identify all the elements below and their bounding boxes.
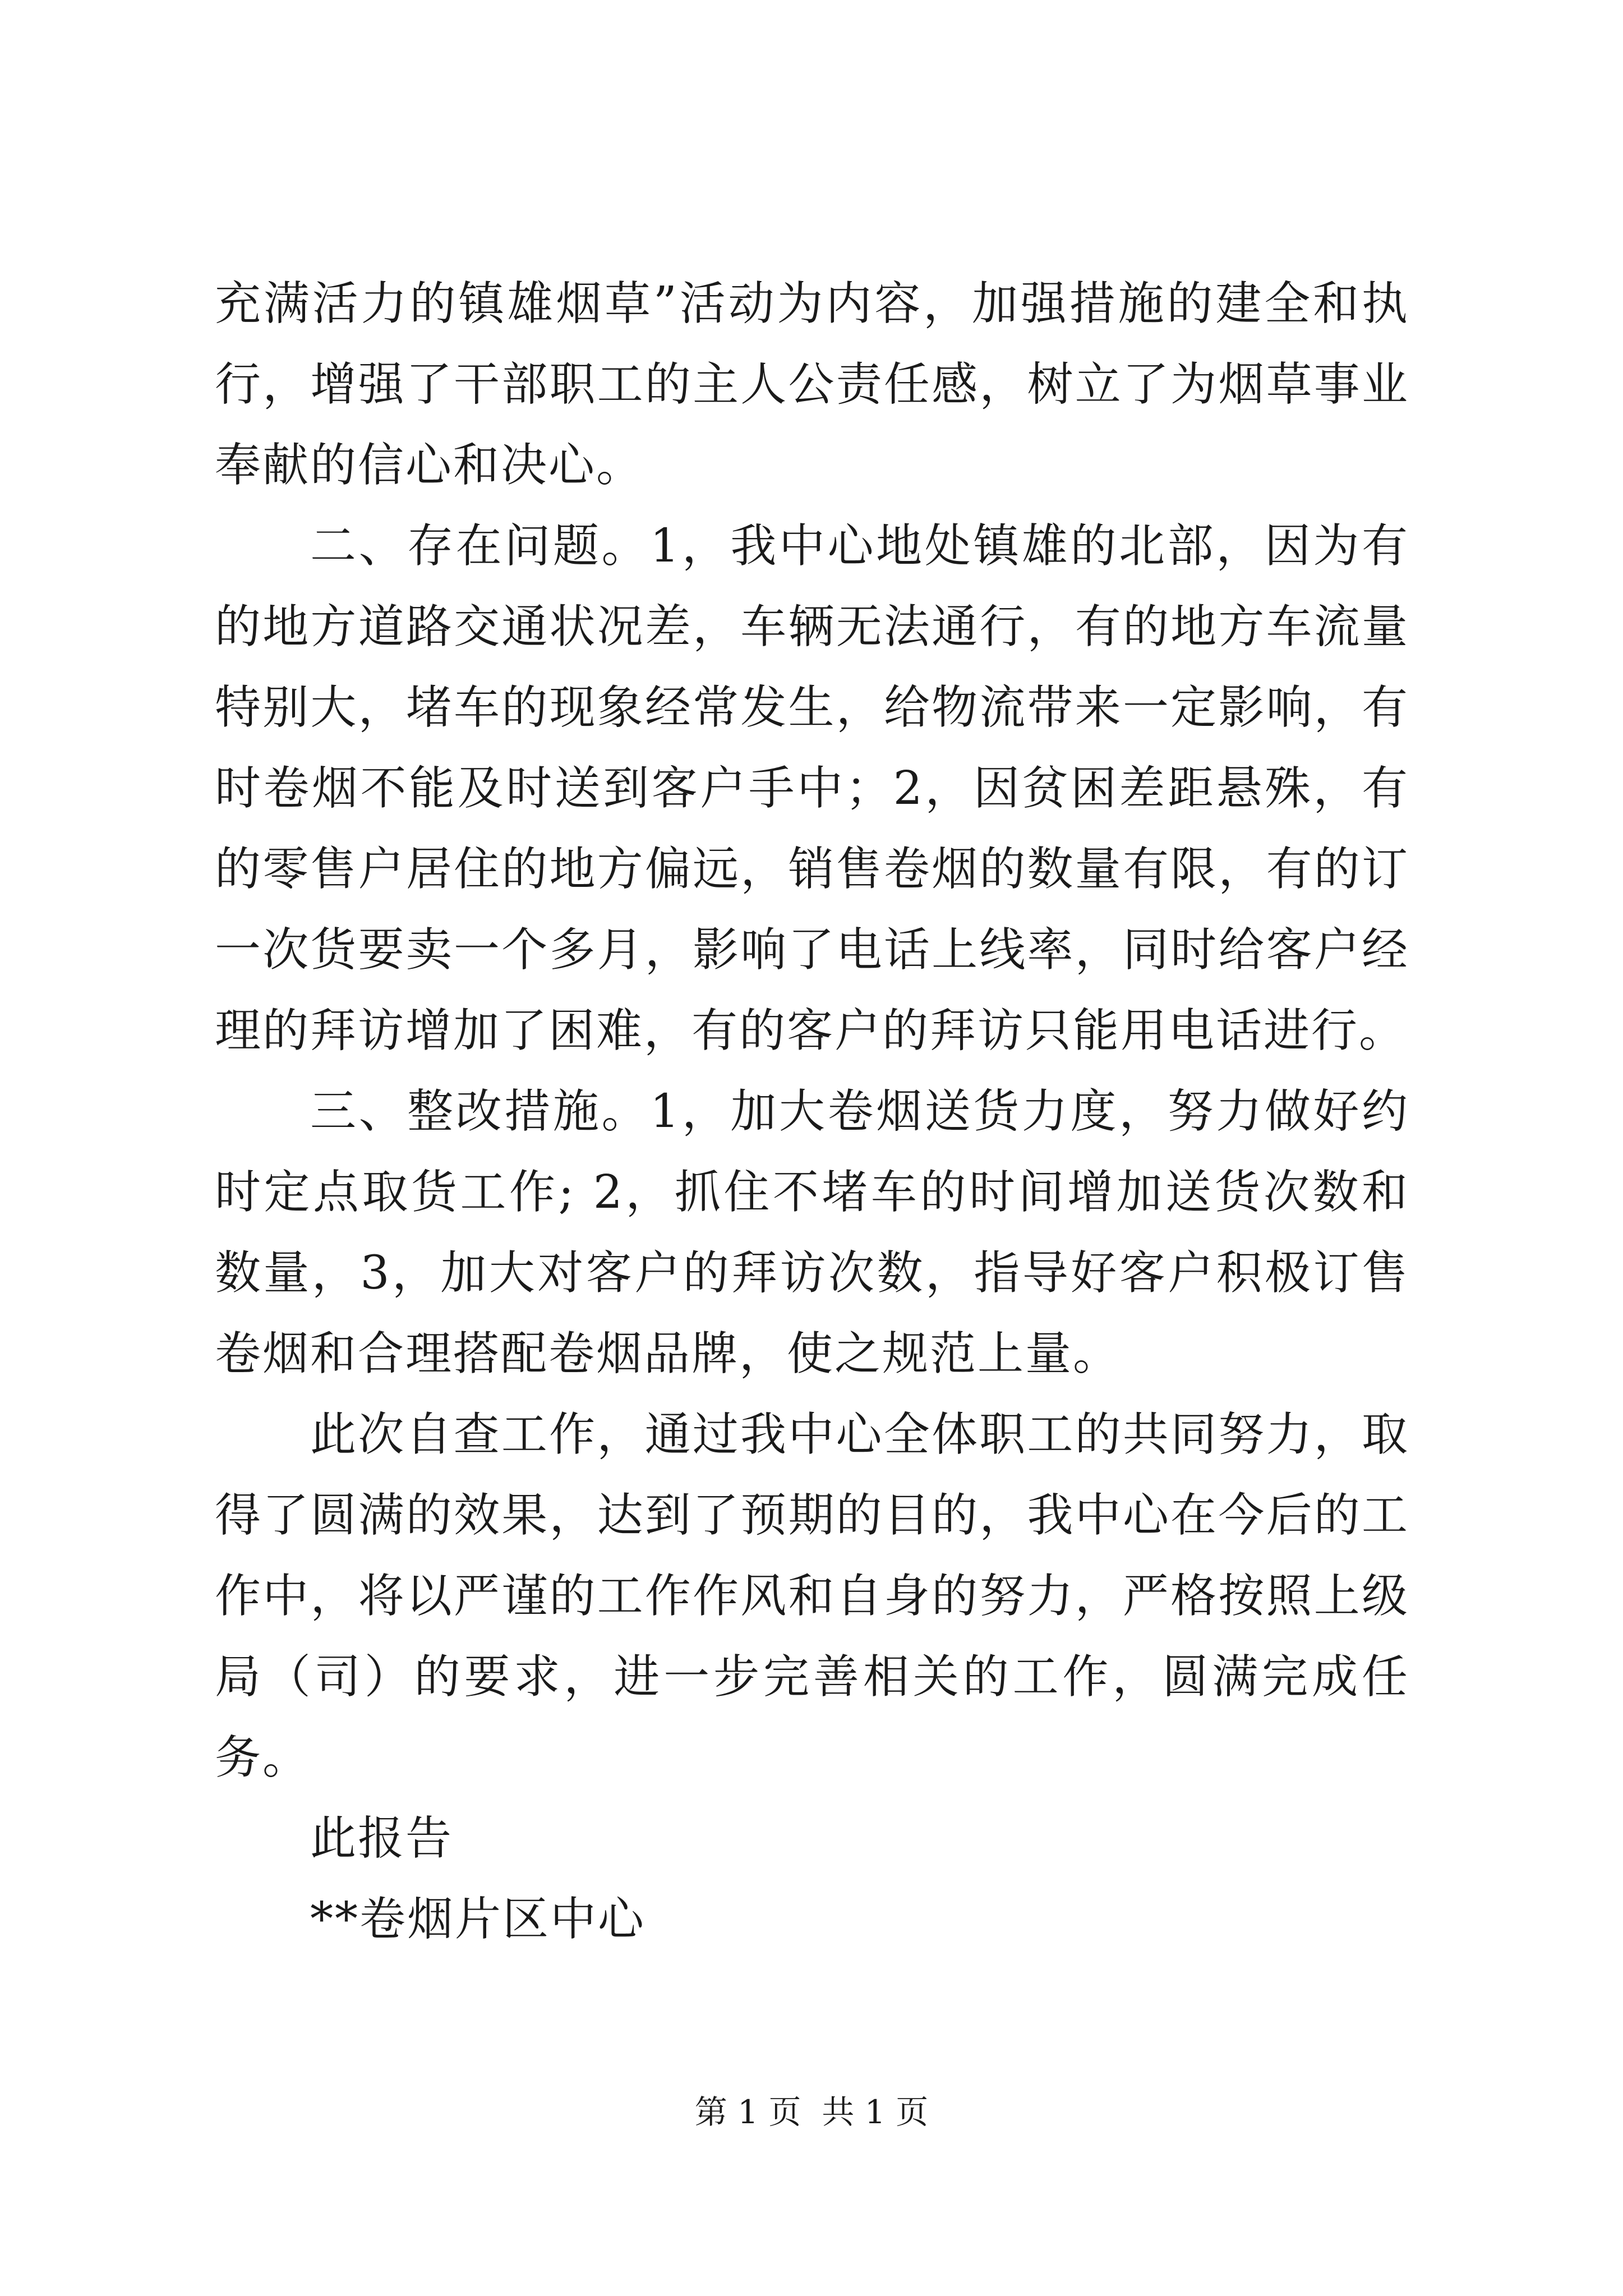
document-body bbox=[215, 264, 1409, 1960]
paragraph-continuation: 充满活力的镇雄烟草”活动为内容，加强措施的建全和执行，增强了干部职工的主人公责任感，树立了为烟草事业奉献的信心和决心。 bbox=[215, 277, 1409, 492]
page-number: 第 1 页 共 1 页 bbox=[694, 2093, 929, 2131]
signature: **卷烟片区中心 bbox=[310, 1893, 646, 1946]
page-footer bbox=[0, 2090, 1623, 2134]
paragraph-rectification-measures: 三、整改措施。1，加大卷烟送货力度，努力做好约时定点取货工作; 2，抓住不堵车的时间增加送货次数和数量，3，加大对客户的拜访次数，指导好客户积极订售卷烟和合理搭配卷烟品牌，使之规范上量。 bbox=[215, 1085, 1409, 1381]
paragraph-existing-problems: 二、存在问题。1，我中心地处镇雄的北部，因为有的地方道路交通状况差，车辆无法通行，有的地方车流量特别大，堵车的现象经常发生，给物流带来一定影响，有时卷烟不能及时送到客户手中；2，因贫困差距悬殊，有的零售户居住的地方偏远，销售卷烟的数量有限，有的订一次货要卖一个多月，影响了电话上线率，同时给客户经理的拜访增加了困难，有的客户的拜访只能用电话进行。 bbox=[215, 519, 1409, 1057]
paragraph-conclusion: 此次自查工作，通过我中心全体职工的共同努力，取得了圆满的效果，达到了预期的目的，我中心在今后的工作中，将以严谨的工作作风和自身的努力，严格按照上级局（司）的要求，进一步完善相关的工作，圆满完成任务。 bbox=[215, 1408, 1409, 1784]
closing-line: 此报告 bbox=[310, 1812, 454, 1865]
